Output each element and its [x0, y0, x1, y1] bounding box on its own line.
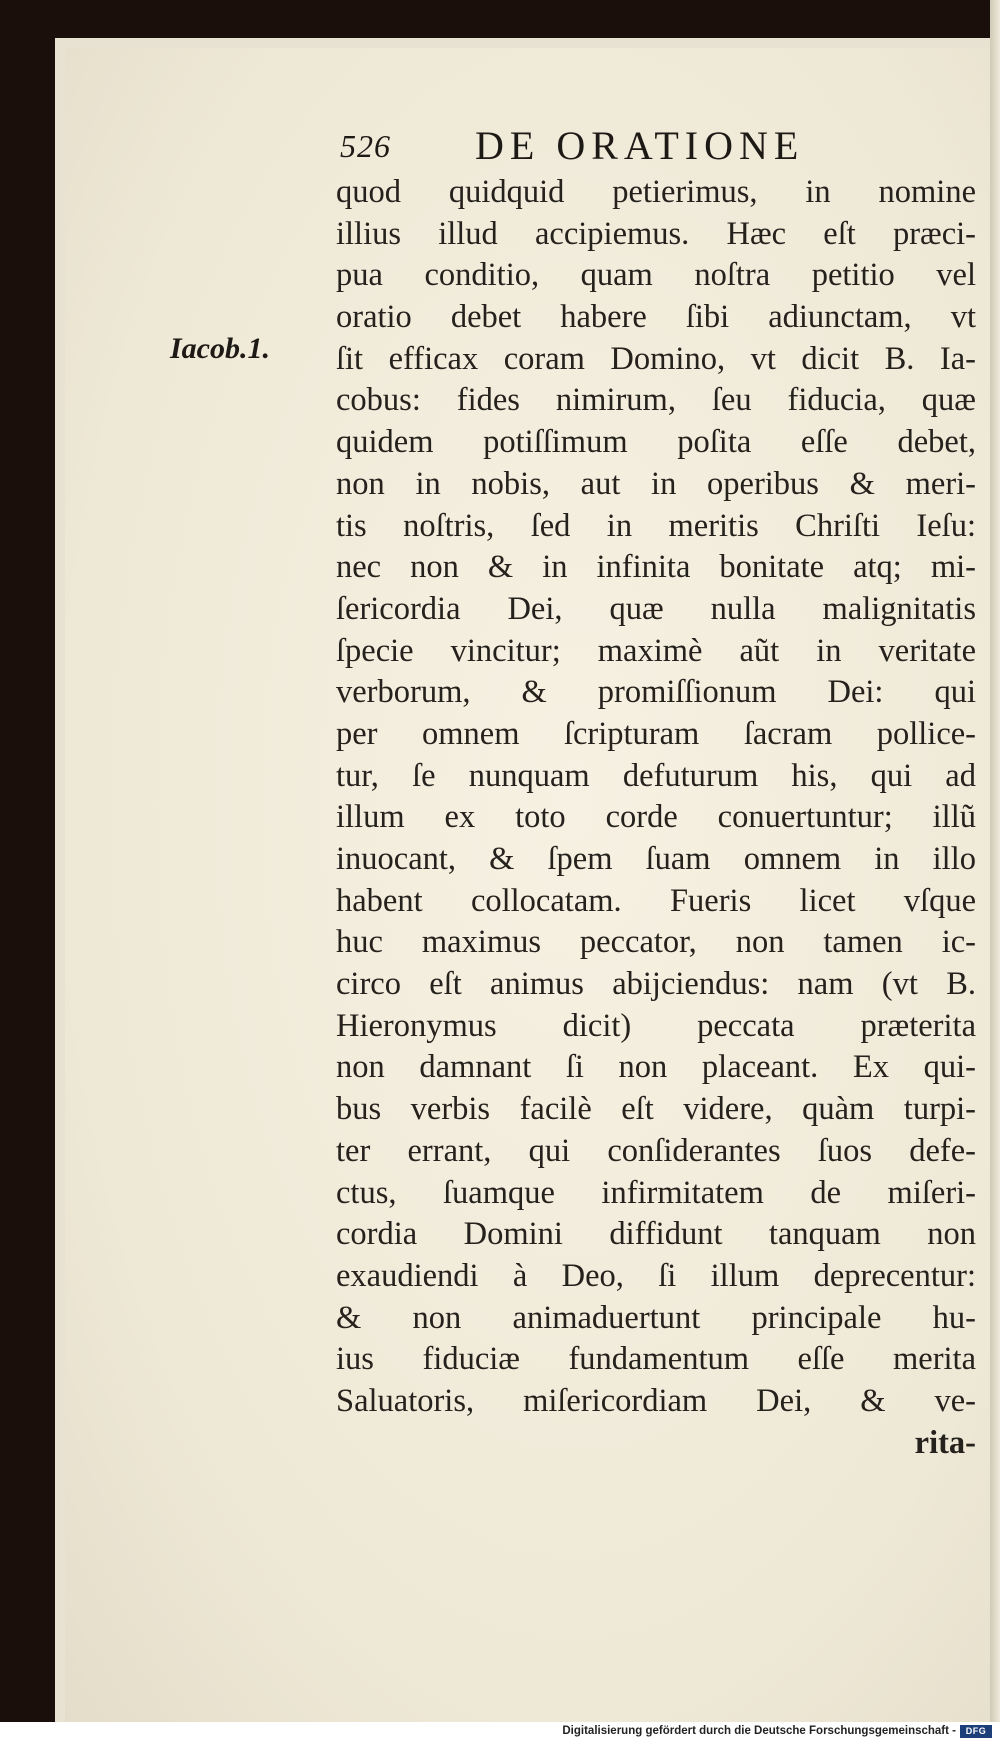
dfg-logo-text: DFG: [965, 1726, 987, 1736]
text-line: ius fiduciæ fundamentum eſſe merita: [336, 1341, 976, 1378]
text-line: verborum, & promiſſionum Dei: qui: [336, 674, 976, 711]
page-title: DE ORATIONE: [475, 123, 805, 168]
running-head: [340, 122, 900, 172]
text-line: ter errant, qui conſiderantes ſuos defe-: [336, 1132, 976, 1169]
text-line: per omnem ſcripturam ſacram pollice-: [336, 715, 976, 752]
text-line: illius illud accipiemus. Hæc eſt præci-: [336, 215, 976, 252]
text-line: Hieronymus dicit) peccata præterita: [336, 1007, 976, 1044]
margin-note: Iacob.1.: [170, 332, 270, 365]
page-number: 526: [340, 128, 391, 164]
text-line: ctus, ſuamque infirmitatem de miſeri-: [336, 1174, 976, 1211]
text-line: huc maximus peccator, non tamen ic-: [336, 924, 976, 961]
dfg-logo: [960, 1725, 992, 1738]
text-line: cobus: fides nimirum, ſeu fiducia, quæ: [336, 382, 976, 419]
body-text: [336, 172, 976, 1464]
text-line: illum ex toto corde conuertuntur; illũ: [336, 799, 976, 836]
text-line: oratio debet habere ſibi adiunctam, vt: [336, 299, 976, 336]
text-line: habent collocatam. Fueris licet vſque: [336, 882, 976, 919]
text-line: & non animaduertunt principale hu-: [336, 1299, 976, 1336]
text-line: bus verbis facilè eſt videre, quàm turpi-: [336, 1091, 976, 1128]
text-line: cordia Domini diffidunt tanquam non: [336, 1216, 976, 1253]
text-line: rita-: [914, 1424, 976, 1461]
text-line: tur, ſe nunquam defuturum his, qui ad: [336, 757, 976, 794]
text-line: inuocant, & ſpem ſuam omnem in illo: [336, 841, 976, 877]
text-line: pua conditio, quam noſtra petitio vel: [336, 257, 976, 294]
digitization-credit: Digitalisierung gefördert durch die Deutsche Forschungsgemeinschaft -: [562, 1725, 956, 1737]
text-line: quod quidquid petierimus, in nomine: [336, 174, 976, 210]
text-line: nec non & in infinita bonitate atq; mi-: [336, 549, 976, 586]
text-line: non damnant ſi non placeant. Ex qui-: [336, 1049, 976, 1086]
text-line: quidem potiſſimum poſita eſſe debet,: [336, 424, 976, 461]
text-line: non in nobis, aut in operibus & meri-: [336, 465, 976, 502]
text-line: ſericordia Dei, quæ nulla malignitatis: [336, 590, 976, 627]
text-line: ſpecie vincitur; maximè aũt in veritate: [336, 632, 976, 669]
text-line: tis noſtris, ſed in meritis Chriſti Ieſu:: [336, 507, 976, 544]
text-line: Saluatoris, miſericordiam Dei, & ve-: [336, 1382, 976, 1419]
text-line: ſit efficax coram Domino, vt dicit B. Ia-: [336, 340, 976, 377]
text-line: circo eſt animus abijciendus: nam (vt B.: [336, 966, 976, 1003]
text-line: exaudiendi à Deo, ſi illum deprecentur:: [336, 1257, 976, 1294]
footer-strip: [0, 1722, 1000, 1741]
page-right-fold: [990, 0, 1000, 1722]
